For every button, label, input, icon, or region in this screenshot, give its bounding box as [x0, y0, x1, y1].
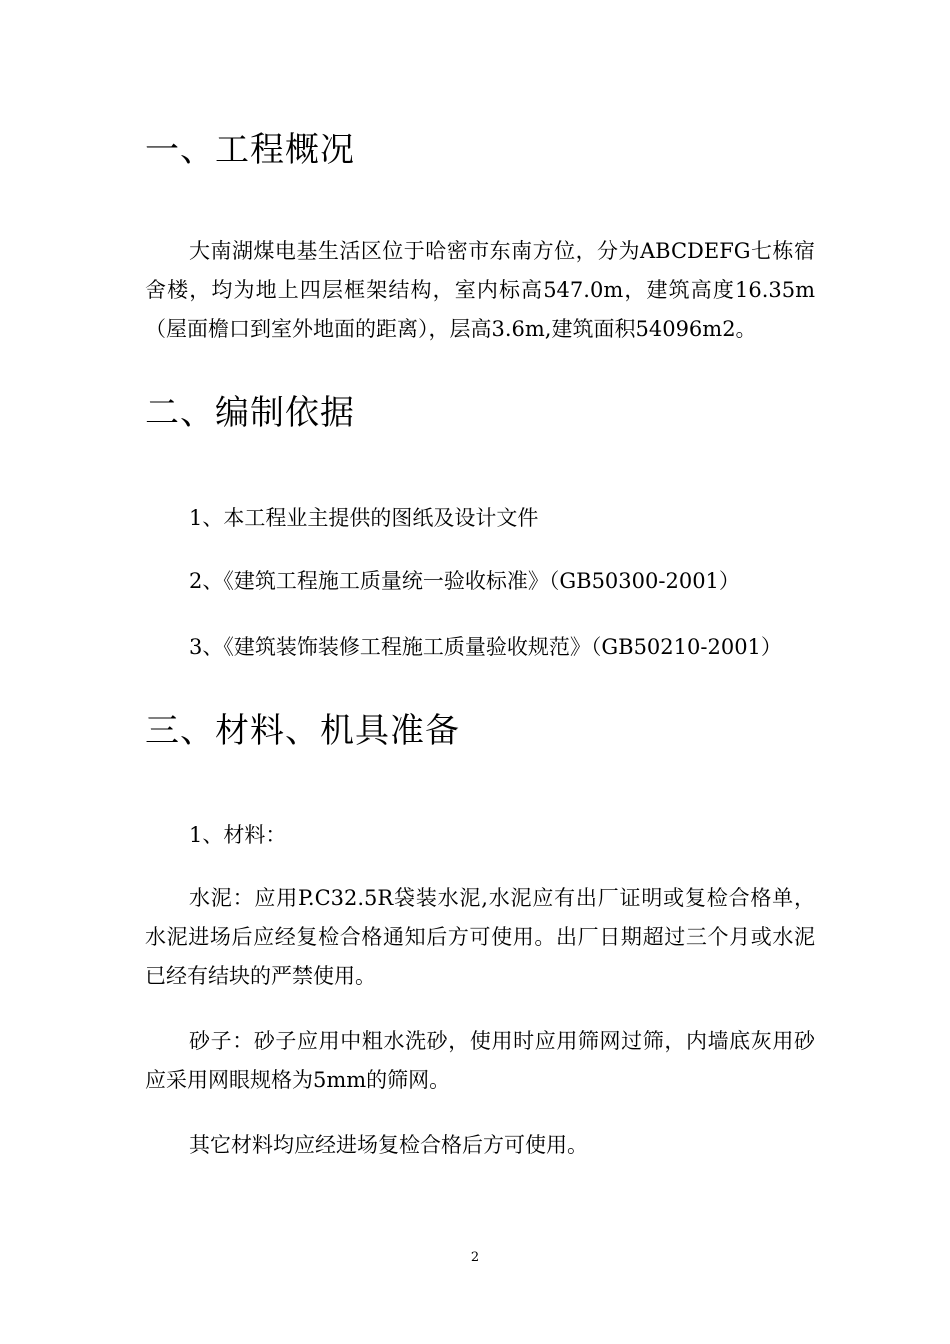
materials-subheading: 1、材料： — [189, 823, 287, 847]
other-materials-paragraph: 其它材料均应经进场复检合格后方可使用。 — [189, 1133, 588, 1157]
basis-item-1: 1、本工程业主提供的图纸及设计文件 — [189, 506, 539, 530]
section-heading-materials: 三、材料、机具准备 — [145, 711, 460, 751]
page-number: 2 — [470, 1250, 480, 1265]
overview-paragraph: 大南湖煤电基生活区位于哈密市东南方位，分为ABCDEFG七栋宿舍楼，均为地上四层框架结构，室内标高547.0m，建筑高度16.35m（屋面檐口到室外地面的距离），层高3.6m,建筑面积54096m2。 — [145, 239, 815, 341]
section-heading-basis: 二、编制依据 — [145, 393, 355, 433]
sand-paragraph: 砂子：砂子应用中粗水洗砂，使用时应用筛网过筛，内墙底灰用砂应采用网眼规格为5mm的筛网。 — [145, 1029, 815, 1092]
cement-paragraph: 水泥：应用P.C32.5R袋装水泥,水泥应有出厂证明或复检合格单，水泥进场后应经复检合格通知后方可使用。出厂日期超过三个月或水泥已经有结块的严禁使用。 — [145, 886, 815, 988]
section-heading-overview: 一、工程概况 — [145, 130, 355, 170]
basis-item-3: 3、《建筑装饰装修工程施工质量验收规范》（GB50210-2001） — [189, 635, 782, 659]
basis-item-2: 2、《建筑工程施工质量统一验收标准》（GB50300-2001） — [189, 569, 740, 593]
